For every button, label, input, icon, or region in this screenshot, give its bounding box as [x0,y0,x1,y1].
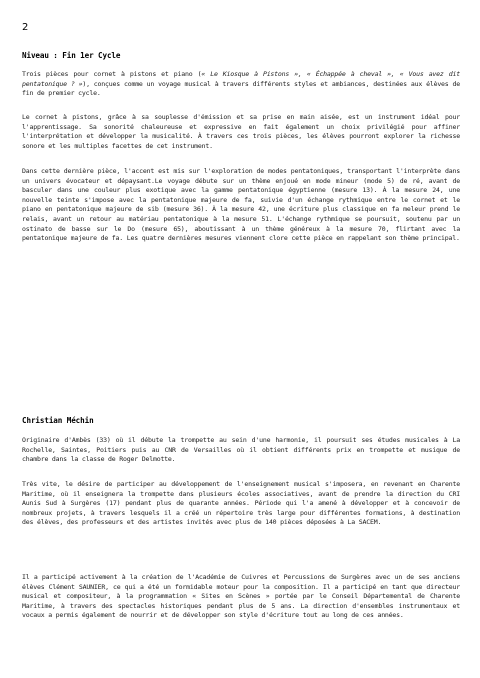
paragraph-cornet: Le cornet à pistons, grâce à sa souplesse d'émission et sa prise en main aisée, est un instrument idéal pour l'apprentissage. Sa sonorité chaleureuse et expressive en fait également un choix privilégié pour affiner l'interprétation et développer la musicalité. À travers ces trois pièces, les élèves pourront explorer la richesse sonore et les multiples facettes de cet instrument. [22,113,460,150]
paragraph-piece-description: Dans cette dernière pièce, l'accent est mis sur l'exploration de modes pentatoniques, transportant l'interprète dans un univers évocateur et dépaysant.Le voyage débute sur un thème enjoué en mode mineur (mode 5) de ré, avant de basculer dans une couleur plus exotique avec la gamme pentatonique égyptienne (mesure 13). À la mesure 24, une nouvelle teinte s'impose avec la pentatonique majeure de fa, suivie d'un échange rythmique entre le cornet et le piano en pentatonique majeure de sib (mesure 36). À la mesure 42, une écriture plus classique en fa meleur prend le relais, avant un retour au matériau pentatonique à la mesure 51. L'échange rythmique se poursuit, soutenu par un ostinato de basse sur le Do (mesure 65), aboutissant à un thème généreux à la mesure 70, flirtant avec la pentatonique majeure de fa. Les quatre dernières mesures viennent clore cette pièce en rappelant son thème principal. [22,167,460,243]
paragraph-bio-teaching: Très vite, le désire de participer au développement de l'enseignement musical s'imposera, en revenant en Charente Maritime, où il enseignera la trompette dans plusieurs écoles associatives, avant de prendre la direction du CRI Aunis Sud à Surgères (17) pendant plus de quarante années. Période qui l'a amené à développer et à concevoir de nombreux projets, à travers lesquels il a créé un répertoire très large pour différentes formations, à destination des élèves, des professeurs et des artistes invités avec plus de 140 pièces déposées à La SACEM. [22,480,460,527]
section-heading-level: Niveau : Fin 1er Cycle [22,51,121,60]
section-heading-composer: Christian Méchin [22,416,94,425]
intro-prefix: Trois pièces pour cornet à pistons et piano ( [22,70,202,78]
page-number: 2 [22,22,29,33]
paragraph-intro [22,70,460,99]
paragraph-bio-origins: Originaire d'Ambès (33) où il débute la trompette au sein d'une harmonie, il poursuit ses études musicales à La Rochelle, Saintes, Poitiers puis au CNR de Versailles où il obtient différents prix en trompette et musique de chambre dans la classe de Roger Delmotte. [22,436,460,464]
intro-suffix: ), conçues comme un voyage musical à travers différents styles et ambiances, destinées aux élèves de fin de premier cycle. [22,79,461,98]
intro-piece-titles: « Le Kiosque à Pistons », « Échappée à cheval », « Vous avez dit pentatonique ? » [22,70,460,88]
paragraph-bio-academy: Il a participé activement à la création de l'Académie de Cuivres et Percussions de Surgères avec un de ses anciens élèves Clément SAUNIER, ce qui a été un formidable moteur pour la composition. Il a participé en tant que directeur musical et compositeur, à la programmation « Sites en Scènes » portée par le Conseil Départemental de Charente Maritime, à travers des spectacles historiques pendant plus de 5 ans. La direction d'ensembles instrumentaux et vocaux a permis également de nourrir et de développer son style d'écriture tout au long de ces années. [22,573,460,620]
